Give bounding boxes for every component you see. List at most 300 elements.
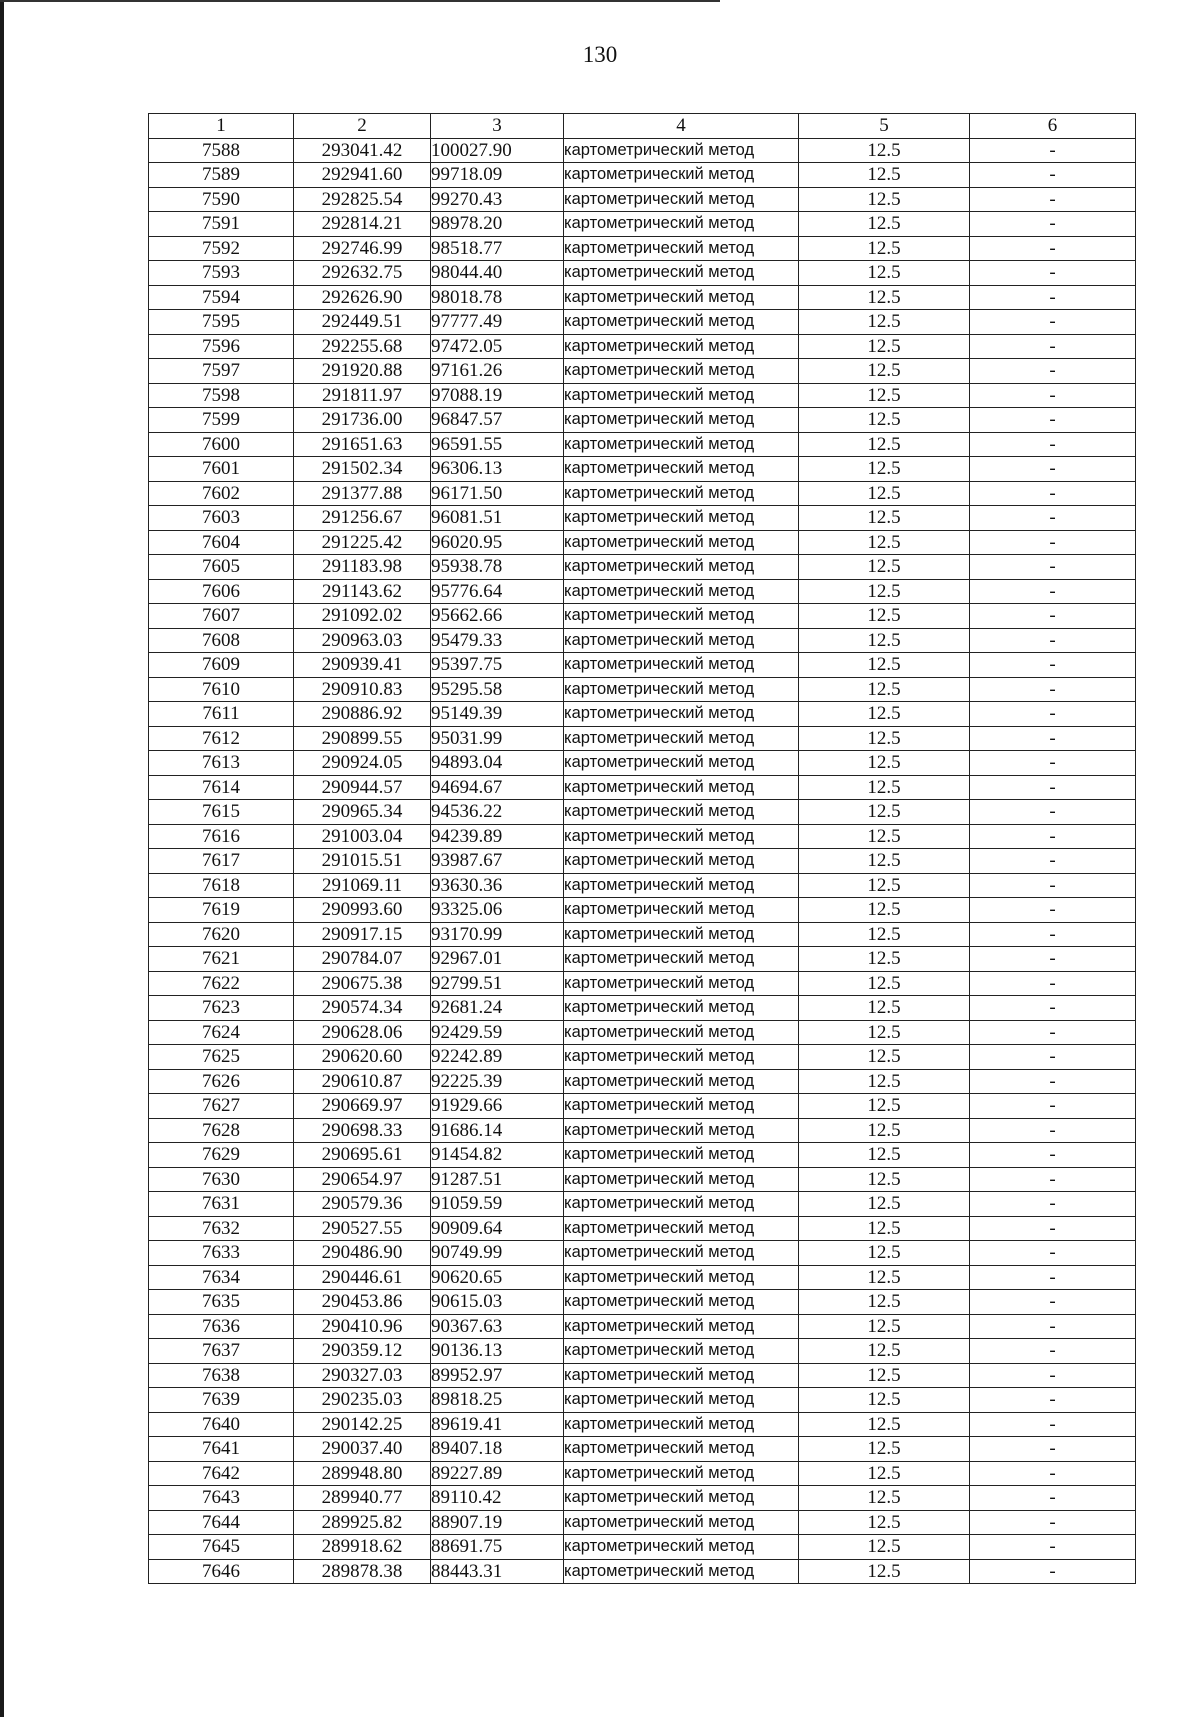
point-number-cell: 7626	[149, 1069, 294, 1094]
accuracy-cell: 12.5	[799, 849, 970, 874]
point-number-cell: 7628	[149, 1118, 294, 1143]
note-cell: -	[970, 383, 1136, 408]
note-cell: -	[970, 1167, 1136, 1192]
note-cell: -	[970, 1045, 1136, 1070]
accuracy-cell: 12.5	[799, 873, 970, 898]
x-coordinate-cell: 291069.11	[294, 873, 431, 898]
point-number-cell: 7637	[149, 1339, 294, 1364]
x-coordinate-cell: 292626.90	[294, 285, 431, 310]
table-row	[149, 383, 1136, 408]
y-coordinate-cell: 90749.99	[431, 1241, 564, 1266]
table-row	[149, 824, 1136, 849]
y-coordinate-cell: 91929.66	[431, 1094, 564, 1119]
point-number-cell: 7622	[149, 971, 294, 996]
note-cell: -	[970, 873, 1136, 898]
method-cell: картометрический метод	[564, 1559, 799, 1584]
note-cell: -	[970, 1020, 1136, 1045]
method-cell: картометрический метод	[564, 579, 799, 604]
x-coordinate-cell: 290446.61	[294, 1265, 431, 1290]
accuracy-cell: 12.5	[799, 408, 970, 433]
note-cell: -	[970, 1069, 1136, 1094]
y-coordinate-cell: 91686.14	[431, 1118, 564, 1143]
accuracy-cell: 12.5	[799, 1486, 970, 1511]
note-cell: -	[970, 1241, 1136, 1266]
accuracy-cell: 12.5	[799, 702, 970, 727]
note-cell: -	[970, 236, 1136, 261]
x-coordinate-cell: 293041.42	[294, 138, 431, 163]
note-cell: -	[970, 530, 1136, 555]
table-row	[149, 1437, 1136, 1462]
y-coordinate-cell: 99718.09	[431, 163, 564, 188]
accuracy-cell: 12.5	[799, 530, 970, 555]
y-coordinate-cell: 93325.06	[431, 898, 564, 923]
y-coordinate-cell: 95031.99	[431, 726, 564, 751]
note-cell: -	[970, 1412, 1136, 1437]
x-coordinate-cell: 291092.02	[294, 604, 431, 629]
note-cell: -	[970, 212, 1136, 237]
point-number-cell: 7627	[149, 1094, 294, 1119]
accuracy-cell: 12.5	[799, 334, 970, 359]
point-number-cell: 7629	[149, 1143, 294, 1168]
table-row	[149, 849, 1136, 874]
column-header: 5	[799, 114, 970, 139]
y-coordinate-cell: 94694.67	[431, 775, 564, 800]
y-coordinate-cell: 91454.82	[431, 1143, 564, 1168]
method-cell: картометрический метод	[564, 383, 799, 408]
table-row	[149, 481, 1136, 506]
note-cell: -	[970, 310, 1136, 335]
x-coordinate-cell: 291811.97	[294, 383, 431, 408]
method-cell: картометрический метод	[564, 1094, 799, 1119]
y-coordinate-cell: 92967.01	[431, 947, 564, 972]
y-coordinate-cell: 96171.50	[431, 481, 564, 506]
accuracy-cell: 12.5	[799, 481, 970, 506]
note-cell: -	[970, 1363, 1136, 1388]
method-cell: картометрический метод	[564, 1486, 799, 1511]
accuracy-cell: 12.5	[799, 824, 970, 849]
method-cell: картометрический метод	[564, 1192, 799, 1217]
y-coordinate-cell: 92429.59	[431, 1020, 564, 1045]
y-coordinate-cell: 97161.26	[431, 359, 564, 384]
note-cell: -	[970, 971, 1136, 996]
table-row	[149, 1192, 1136, 1217]
table-row	[149, 555, 1136, 580]
point-number-cell: 7641	[149, 1437, 294, 1462]
y-coordinate-cell: 96081.51	[431, 506, 564, 531]
x-coordinate-cell: 290784.07	[294, 947, 431, 972]
table-row	[149, 457, 1136, 482]
note-cell: -	[970, 653, 1136, 678]
method-cell: картометрический метод	[564, 702, 799, 727]
x-coordinate-cell: 292941.60	[294, 163, 431, 188]
x-coordinate-cell: 290574.34	[294, 996, 431, 1021]
y-coordinate-cell: 96020.95	[431, 530, 564, 555]
point-number-cell: 7623	[149, 996, 294, 1021]
accuracy-cell: 12.5	[799, 677, 970, 702]
y-coordinate-cell: 92681.24	[431, 996, 564, 1021]
table-row	[149, 1559, 1136, 1584]
table-row	[149, 922, 1136, 947]
note-cell: -	[970, 677, 1136, 702]
accuracy-cell: 12.5	[799, 898, 970, 923]
accuracy-cell: 12.5	[799, 383, 970, 408]
method-cell: картометрический метод	[564, 628, 799, 653]
y-coordinate-cell: 90620.65	[431, 1265, 564, 1290]
method-cell: картометрический метод	[564, 1167, 799, 1192]
column-header: 2	[294, 114, 431, 139]
accuracy-cell: 12.5	[799, 1216, 970, 1241]
note-cell: -	[970, 726, 1136, 751]
point-number-cell: 7608	[149, 628, 294, 653]
accuracy-cell: 12.5	[799, 1094, 970, 1119]
accuracy-cell: 12.5	[799, 1437, 970, 1462]
note-cell: -	[970, 1265, 1136, 1290]
x-coordinate-cell: 290142.25	[294, 1412, 431, 1437]
x-coordinate-cell: 290963.03	[294, 628, 431, 653]
y-coordinate-cell: 89110.42	[431, 1486, 564, 1511]
y-coordinate-cell: 95295.58	[431, 677, 564, 702]
note-cell: -	[970, 579, 1136, 604]
y-coordinate-cell: 95938.78	[431, 555, 564, 580]
point-number-cell: 7634	[149, 1265, 294, 1290]
method-cell: картометрический метод	[564, 1020, 799, 1045]
point-number-cell: 7624	[149, 1020, 294, 1045]
note-cell: -	[970, 481, 1136, 506]
table-row	[149, 1339, 1136, 1364]
point-number-cell: 7611	[149, 702, 294, 727]
table-row	[149, 408, 1136, 433]
method-cell: картометрический метод	[564, 996, 799, 1021]
column-header: 1	[149, 114, 294, 139]
table-row	[149, 1388, 1136, 1413]
point-number-cell: 7643	[149, 1486, 294, 1511]
y-coordinate-cell: 94536.22	[431, 800, 564, 825]
x-coordinate-cell: 290899.55	[294, 726, 431, 751]
note-cell: -	[970, 628, 1136, 653]
point-number-cell: 7605	[149, 555, 294, 580]
y-coordinate-cell: 95397.75	[431, 653, 564, 678]
y-coordinate-cell: 90909.64	[431, 1216, 564, 1241]
x-coordinate-cell: 291502.34	[294, 457, 431, 482]
note-cell: -	[970, 163, 1136, 188]
y-coordinate-cell: 90136.13	[431, 1339, 564, 1364]
point-number-cell: 7621	[149, 947, 294, 972]
x-coordinate-cell: 290910.83	[294, 677, 431, 702]
table-row	[149, 726, 1136, 751]
note-cell: -	[970, 1388, 1136, 1413]
point-number-cell: 7606	[149, 579, 294, 604]
accuracy-cell: 12.5	[799, 947, 970, 972]
y-coordinate-cell: 95776.64	[431, 579, 564, 604]
method-cell: картометрический метод	[564, 873, 799, 898]
point-number-cell: 7646	[149, 1559, 294, 1584]
note-cell: -	[970, 1461, 1136, 1486]
method-cell: картометрический метод	[564, 310, 799, 335]
method-cell: картометрический метод	[564, 1363, 799, 1388]
note-cell: -	[970, 800, 1136, 825]
table-row	[149, 1363, 1136, 1388]
method-cell: картометрический метод	[564, 1437, 799, 1462]
note-cell: -	[970, 1339, 1136, 1364]
y-coordinate-cell: 88443.31	[431, 1559, 564, 1584]
x-coordinate-cell: 291003.04	[294, 824, 431, 849]
x-coordinate-cell: 291015.51	[294, 849, 431, 874]
method-cell: картометрический метод	[564, 163, 799, 188]
table-row	[149, 873, 1136, 898]
table-body	[149, 138, 1136, 1584]
note-cell: -	[970, 1290, 1136, 1315]
method-cell: картометрический метод	[564, 506, 799, 531]
x-coordinate-cell: 290965.34	[294, 800, 431, 825]
note-cell: -	[970, 1118, 1136, 1143]
note-cell: -	[970, 1510, 1136, 1535]
x-coordinate-cell: 290917.15	[294, 922, 431, 947]
point-number-cell: 7607	[149, 604, 294, 629]
table-row	[149, 1461, 1136, 1486]
accuracy-cell: 12.5	[799, 138, 970, 163]
point-number-cell: 7639	[149, 1388, 294, 1413]
table-row	[149, 1143, 1136, 1168]
x-coordinate-cell: 289918.62	[294, 1535, 431, 1560]
accuracy-cell: 12.5	[799, 212, 970, 237]
method-cell: картометрический метод	[564, 1143, 799, 1168]
table-row	[149, 530, 1136, 555]
method-cell: картометрический метод	[564, 530, 799, 555]
y-coordinate-cell: 99270.43	[431, 187, 564, 212]
note-cell: -	[970, 898, 1136, 923]
note-cell: -	[970, 359, 1136, 384]
method-cell: картометрический метод	[564, 849, 799, 874]
method-cell: картометрический метод	[564, 1241, 799, 1266]
y-coordinate-cell: 92799.51	[431, 971, 564, 996]
note-cell: -	[970, 261, 1136, 286]
table-row	[149, 285, 1136, 310]
accuracy-cell: 12.5	[799, 800, 970, 825]
y-coordinate-cell: 89619.41	[431, 1412, 564, 1437]
y-coordinate-cell: 92225.39	[431, 1069, 564, 1094]
accuracy-cell: 12.5	[799, 163, 970, 188]
note-cell: -	[970, 1143, 1136, 1168]
column-header: 4	[564, 114, 799, 139]
point-number-cell: 7595	[149, 310, 294, 335]
method-cell: картометрический метод	[564, 653, 799, 678]
accuracy-cell: 12.5	[799, 1559, 970, 1584]
table-row	[149, 1412, 1136, 1437]
point-number-cell: 7645	[149, 1535, 294, 1560]
x-coordinate-cell: 289940.77	[294, 1486, 431, 1511]
table-row	[149, 1510, 1136, 1535]
point-number-cell: 7615	[149, 800, 294, 825]
note-cell: -	[970, 138, 1136, 163]
note-cell: -	[970, 824, 1136, 849]
point-number-cell: 7617	[149, 849, 294, 874]
point-number-cell: 7589	[149, 163, 294, 188]
point-number-cell: 7588	[149, 138, 294, 163]
y-coordinate-cell: 89227.89	[431, 1461, 564, 1486]
x-coordinate-cell: 290235.03	[294, 1388, 431, 1413]
y-coordinate-cell: 95662.66	[431, 604, 564, 629]
table-row	[149, 1241, 1136, 1266]
point-number-cell: 7596	[149, 334, 294, 359]
note-cell: -	[970, 775, 1136, 800]
table-header-row	[149, 114, 1136, 139]
x-coordinate-cell: 290620.60	[294, 1045, 431, 1070]
accuracy-cell: 12.5	[799, 1069, 970, 1094]
accuracy-cell: 12.5	[799, 775, 970, 800]
y-coordinate-cell: 90615.03	[431, 1290, 564, 1315]
method-cell: картометрический метод	[564, 1339, 799, 1364]
y-coordinate-cell: 93987.67	[431, 849, 564, 874]
accuracy-cell: 12.5	[799, 457, 970, 482]
accuracy-cell: 12.5	[799, 1290, 970, 1315]
method-cell: картометрический метод	[564, 947, 799, 972]
accuracy-cell: 12.5	[799, 1265, 970, 1290]
accuracy-cell: 12.5	[799, 432, 970, 457]
accuracy-cell: 12.5	[799, 1118, 970, 1143]
note-cell: -	[970, 947, 1136, 972]
accuracy-cell: 12.5	[799, 310, 970, 335]
column-header: 6	[970, 114, 1136, 139]
x-coordinate-cell: 292255.68	[294, 334, 431, 359]
x-coordinate-cell: 290486.90	[294, 1241, 431, 1266]
table-row	[149, 212, 1136, 237]
y-coordinate-cell: 97088.19	[431, 383, 564, 408]
table-row	[149, 334, 1136, 359]
point-number-cell: 7631	[149, 1192, 294, 1217]
x-coordinate-cell: 290579.36	[294, 1192, 431, 1217]
point-number-cell: 7614	[149, 775, 294, 800]
x-coordinate-cell: 290037.40	[294, 1437, 431, 1462]
table-row	[149, 1535, 1136, 1560]
accuracy-cell: 12.5	[799, 604, 970, 629]
accuracy-cell: 12.5	[799, 261, 970, 286]
table-row	[149, 187, 1136, 212]
note-cell: -	[970, 849, 1136, 874]
table-row	[149, 947, 1136, 972]
point-number-cell: 7642	[149, 1461, 294, 1486]
x-coordinate-cell: 291736.00	[294, 408, 431, 433]
method-cell: картометрический метод	[564, 775, 799, 800]
x-coordinate-cell: 291143.62	[294, 579, 431, 604]
x-coordinate-cell: 290695.61	[294, 1143, 431, 1168]
point-number-cell: 7600	[149, 432, 294, 457]
x-coordinate-cell: 292825.54	[294, 187, 431, 212]
accuracy-cell: 12.5	[799, 187, 970, 212]
x-coordinate-cell: 290944.57	[294, 775, 431, 800]
table-row	[149, 1020, 1136, 1045]
method-cell: картометрический метод	[564, 212, 799, 237]
method-cell: картометрический метод	[564, 138, 799, 163]
point-number-cell: 7590	[149, 187, 294, 212]
x-coordinate-cell: 292449.51	[294, 310, 431, 335]
table-row	[149, 1069, 1136, 1094]
point-number-cell: 7599	[149, 408, 294, 433]
method-cell: картометрический метод	[564, 261, 799, 286]
y-coordinate-cell: 91059.59	[431, 1192, 564, 1217]
table-row	[149, 1265, 1136, 1290]
point-number-cell: 7633	[149, 1241, 294, 1266]
table-row	[149, 604, 1136, 629]
scan-left-edge	[0, 0, 4, 1717]
y-coordinate-cell: 96591.55	[431, 432, 564, 457]
x-coordinate-cell: 290327.03	[294, 1363, 431, 1388]
table-row	[149, 236, 1136, 261]
y-coordinate-cell: 88691.75	[431, 1535, 564, 1560]
method-cell: картометрический метод	[564, 481, 799, 506]
point-number-cell: 7640	[149, 1412, 294, 1437]
note-cell: -	[970, 604, 1136, 629]
method-cell: картометрический метод	[564, 604, 799, 629]
accuracy-cell: 12.5	[799, 1363, 970, 1388]
table-row	[149, 775, 1136, 800]
y-coordinate-cell: 89407.18	[431, 1437, 564, 1462]
accuracy-cell: 12.5	[799, 579, 970, 604]
method-cell: картометрический метод	[564, 824, 799, 849]
x-coordinate-cell: 291377.88	[294, 481, 431, 506]
accuracy-cell: 12.5	[799, 1241, 970, 1266]
x-coordinate-cell: 291183.98	[294, 555, 431, 580]
method-cell: картометрический метод	[564, 1216, 799, 1241]
table-row	[149, 971, 1136, 996]
y-coordinate-cell: 93170.99	[431, 922, 564, 947]
point-number-cell: 7635	[149, 1290, 294, 1315]
method-cell: картометрический метод	[564, 187, 799, 212]
x-coordinate-cell: 290359.12	[294, 1339, 431, 1364]
accuracy-cell: 12.5	[799, 751, 970, 776]
y-coordinate-cell: 89818.25	[431, 1388, 564, 1413]
point-number-cell: 7604	[149, 530, 294, 555]
table-row	[149, 1094, 1136, 1119]
note-cell: -	[970, 702, 1136, 727]
x-coordinate-cell: 292746.99	[294, 236, 431, 261]
x-coordinate-cell: 292632.75	[294, 261, 431, 286]
point-number-cell: 7610	[149, 677, 294, 702]
method-cell: картометрический метод	[564, 1388, 799, 1413]
method-cell: картометрический метод	[564, 677, 799, 702]
table-row	[149, 1290, 1136, 1315]
method-cell: картометрический метод	[564, 457, 799, 482]
table-row	[149, 579, 1136, 604]
x-coordinate-cell: 291225.42	[294, 530, 431, 555]
x-coordinate-cell: 291256.67	[294, 506, 431, 531]
table-row	[149, 898, 1136, 923]
method-cell: картометрический метод	[564, 1314, 799, 1339]
point-number-cell: 7632	[149, 1216, 294, 1241]
note-cell: -	[970, 1535, 1136, 1560]
table-row	[149, 702, 1136, 727]
note-cell: -	[970, 1559, 1136, 1584]
point-number-cell: 7593	[149, 261, 294, 286]
table-row	[149, 1118, 1136, 1143]
method-cell: картометрический метод	[564, 1461, 799, 1486]
y-coordinate-cell: 88907.19	[431, 1510, 564, 1535]
accuracy-cell: 12.5	[799, 285, 970, 310]
x-coordinate-cell: 290654.97	[294, 1167, 431, 1192]
note-cell: -	[970, 334, 1136, 359]
x-coordinate-cell: 290669.97	[294, 1094, 431, 1119]
method-cell: картометрический метод	[564, 898, 799, 923]
accuracy-cell: 12.5	[799, 726, 970, 751]
y-coordinate-cell: 93630.36	[431, 873, 564, 898]
note-cell: -	[970, 555, 1136, 580]
y-coordinate-cell: 91287.51	[431, 1167, 564, 1192]
point-number-cell: 7609	[149, 653, 294, 678]
table-row	[149, 163, 1136, 188]
method-cell: картометрический метод	[564, 1265, 799, 1290]
note-cell: -	[970, 1314, 1136, 1339]
method-cell: картометрический метод	[564, 800, 799, 825]
note-cell: -	[970, 1486, 1136, 1511]
